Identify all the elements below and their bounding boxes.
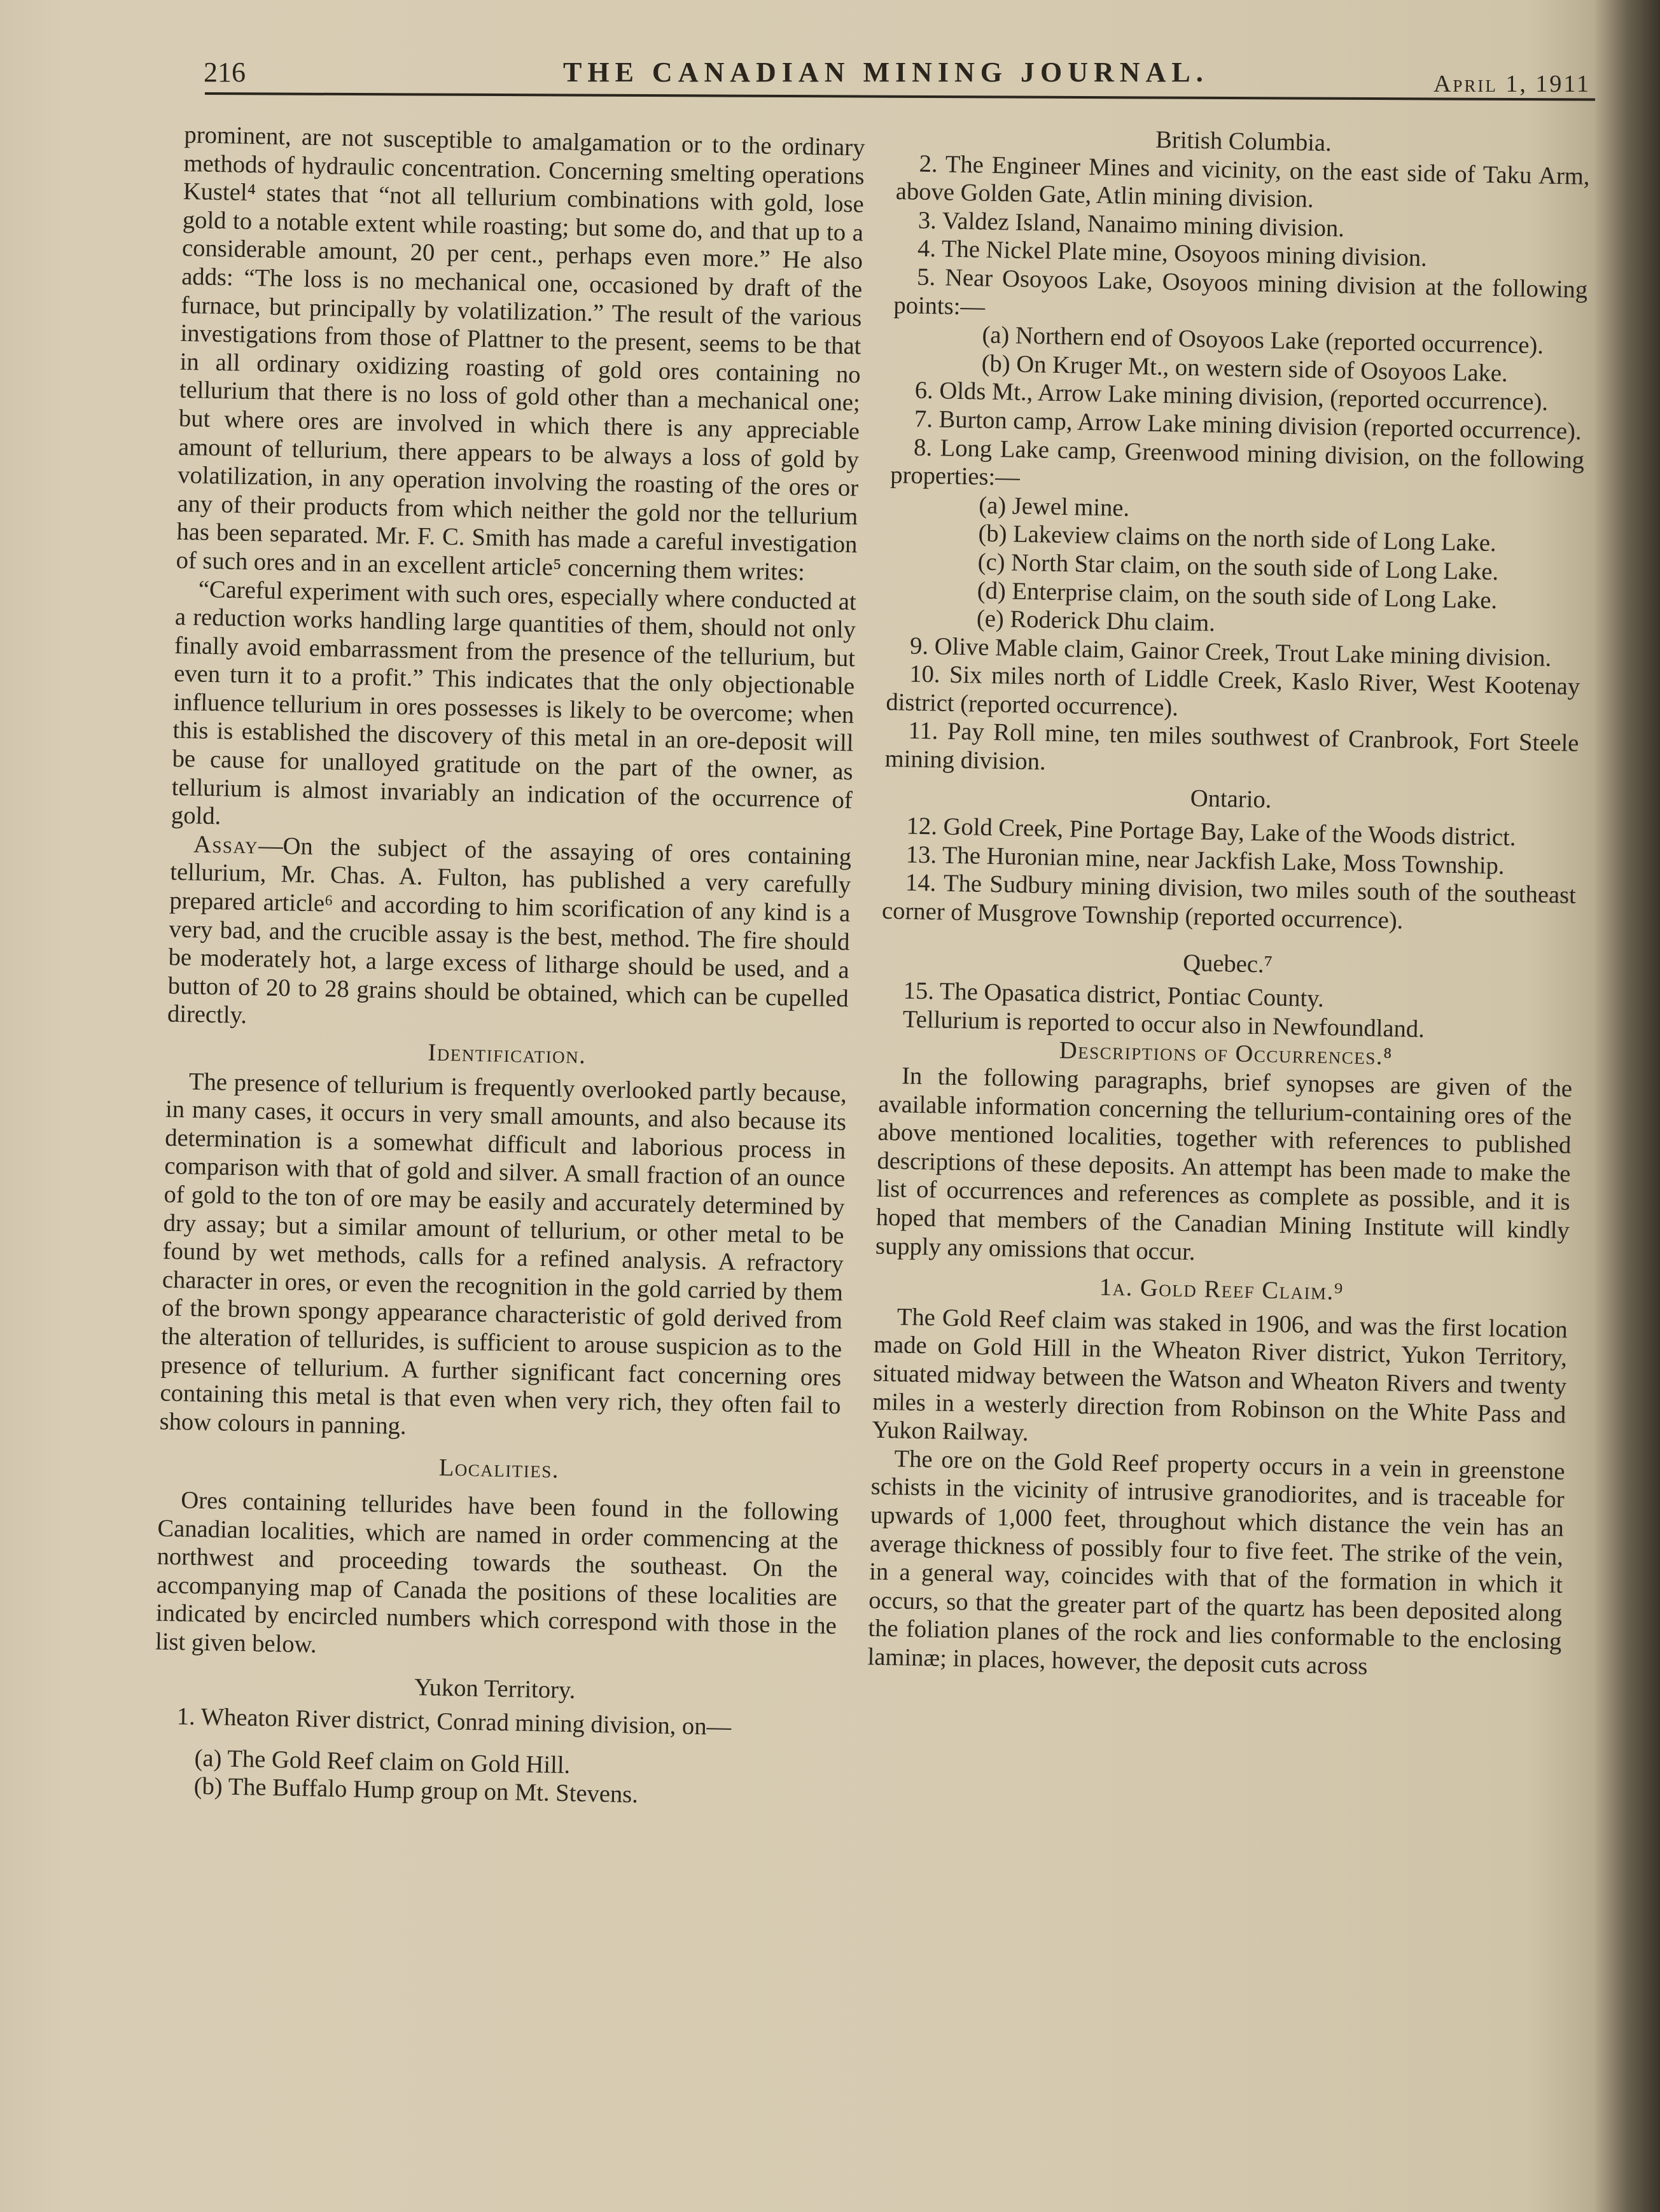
paragraph-assay: [167, 830, 852, 1042]
list-item-1: 1. Wheaton River district, Conrad mining division, on—: [176, 1703, 732, 1741]
paragraph-identification: The presence of tellurium is frequently overlooked partly because, in many cases, it occurs in very small amounts, and also because its determination is a somewhat difficult and laborious process in comparison with that of gold and silver. A small fraction of an ounce of gold to the ton of ore may be easily and accurately determined by dry assay; but a similar amount of tellurium, or other metal to be found by wet methods, calls for a refined analysis. A refractory character in ores, or even the recognition in the gold carried by them of the brown spongy appearance characteristic of gold derived from the alteration of tellurides, is sufficient to arouse suspicion as to the presence of tellurium. A further significant fact concerning ores containing this metal is that even when very rich, they often fail to show colours in panning.: [159, 1068, 847, 1440]
assay-text: —On the subject of the assaying of ores containing tellurium, Mr. Chas. A. Fulton, has published a very carefully prepared article⁶ and according to him scorification of any kind is a very bad, and the crucible assay is the best, method. The fire should be moderately hot, a large excess of litharge should be used, and a button of 20 to 28 grains should be obtained, which can be cupelled directly.: [167, 832, 852, 1029]
heading-gold-reef-claim: 1a. Gold Reef Claim.⁹: [1099, 1274, 1344, 1305]
paragraph-gold-reef-1: The Gold Reef claim was staked in 1906, and was the first location made on Gold Hill in the Wheaton River district, Yukon Territory, situated midway between the Watson and Wheaton Rivers and twenty miles in a westerly direction from Robinson on the White Pass and Yukon Railway.: [872, 1304, 1568, 1447]
list-item-5: 5. Near Osoyoos Lake, Osoyoos mining division at the following points:—: [893, 263, 1588, 321]
paragraph-descriptions: In the following paragraphs, brief synopses are given of the available information concerning the tellurium-containing ores of the above mentioned localities, together with references to published descriptions of these deposits. An attempt has been made to make the list of occurrences and references as complete as possible, and it is hoped that members of the Canadian Mining Institute will kindly supply any omissions that occur.: [875, 1062, 1573, 1265]
heading-quebec: Quebec.⁷: [1182, 949, 1273, 978]
issue-date: April 1, 1911: [1433, 71, 1591, 97]
list-item-13: 13. The Huronian mine, near Jackfish Lake, Moss Township.: [905, 841, 1505, 880]
left-column: [152, 121, 865, 1813]
heading-yukon: Yukon Territory.: [414, 1674, 576, 1704]
paragraph-quote: “Careful experiment with such ores, especially where conducted at a reduction works handling large quantities of them, should not only finally avoid embarrassment from the presence of the tellurium, but even turn it to a profit.” This indicates that the only objectionable influence tellurium in ores possesses is likely to be overcome; when this is established the discovery of this metal in an ore-deposit will be cause for unalloyed gratitude on the part of the owner, as tellurium is almost invariably an indication of the occurrence of gold.: [171, 576, 857, 830]
list-item-4: 4. The Nickel Plate mine, Osoyoos mining division.: [917, 235, 1428, 272]
paragraph-gold-reef-2: The ore on the Gold Reef property occurs in a vein in greenstone schists in the vicinity of intrusive granodiorites, and is traceable for upwards of 1,000 feet, throughout which distance the vein has an average thickness of possibly four to five feet. The strike of the vein, in a general way, coincides with that of the formation in which it occurs, so that the greater part of the quartz has been deposited along the foliation planes of the rock and lies conformable to the enclosing laminæ; in places, however, the deposit cuts across: [867, 1445, 1565, 1680]
heading-british-columbia: British Columbia.: [1155, 126, 1332, 157]
list-item-11: 11. Pay Roll mine, ten miles southwest of Cranbrook, Fort Steele mining division.: [884, 717, 1579, 776]
list-item-1a: (a) The Gold Reef claim on Gold Hill.: [194, 1744, 571, 1779]
list-item-5b: (b) On Kruger Mt., on western side of Osoyoos Lake.: [981, 350, 1509, 387]
list-item-8e: (e) Roderick Dhu claim.: [976, 605, 1216, 637]
paragraph-newfoundland: Tellurium is reported to occur also in Newfoundland.: [902, 1006, 1425, 1043]
heading-identification: Identification.: [428, 1039, 587, 1069]
list-item-8b: (b) Lakeview claims on the north side of Long Lake.: [978, 520, 1496, 557]
heading-descriptions: Descriptions of Occurrences.⁸: [1059, 1037, 1393, 1071]
list-item-5a: (a) Northern end of Osoyoos Lake (reported occurrence).: [982, 321, 1544, 359]
heading-localities: Localities.: [438, 1454, 560, 1484]
paragraph-intro: prominent, are not susceptible to amalgamation or to the ordinary methods of hydraulic concentration. Concerning smelting operations Kustel⁴ states that “not all tellurium combinations with gold, lose gold to a notable extent while roasting; but some do, and that up to a considerable amount, 20 per cent., perhaps even more.” He also adds: “The loss is no mechanical one, occasioned by draft of the furnace, but principally by volatilization.” The result of the various investigations from those of Plattner to the present, seems to be that in all ordinary oxidizing roasting of gold ores containing no tellurium that there is no loss of gold other than a mechanical one; but where ores are involved in which there is any appreciable amount of tellurium, there appears to be always a loss of gold by volatilization, in any operation involving the roasting of the ores or any of their products from which neither the gold nor the tellurium has been separated. Mr. F. C. Smith has made a careful investigation of such ores and in an excellent article⁵ concerning them writes:: [176, 121, 865, 586]
assay-label: Assay: [193, 831, 259, 859]
list-item-8d: (d) Enterprise claim, on the south side of Long Lake.: [977, 577, 1498, 614]
journal-title: THE CANADIAN MINING JOURNAL.: [563, 57, 1209, 88]
page-number: 216: [204, 57, 246, 88]
list-item-14: 14. The Sudbury mining division, two miles south of the southeast corner of Musgrove Township (reported occurrence).: [881, 869, 1577, 935]
heading-ontario: Ontario.: [1190, 784, 1272, 814]
list-item-3: 3. Valdez Island, Nanaimo mining division.: [917, 207, 1345, 242]
right-column: [867, 121, 1591, 1685]
list-item-12: 12. Gold Creek, Pine Portage Bay, Lake of the Woods district.: [906, 812, 1516, 852]
list-item-8c: (c) North Star claim, on the south side of Long Lake.: [977, 548, 1499, 586]
list-item-10: 10. Six miles north of Liddle Creek, Kaslo River, West Kootenay district (reported occurrence).: [886, 660, 1580, 721]
list-item-1b: (b) The Buffalo Hump group on Mt. Stevens.: [193, 1773, 639, 1809]
list-item-7: 7. Burton camp, Arrow Lake mining division (reported occurrence).: [914, 405, 1582, 445]
list-item-8a: (a) Jewel mine.: [979, 492, 1130, 522]
list-item-6: 6. Olds Mt., Arrow Lake mining division, (reported occurrence).: [914, 377, 1549, 417]
list-item-9: 9. Olive Mable claim, Gainor Creek, Trout Lake mining division.: [909, 632, 1552, 672]
paragraph-localities: Ores containing tellurides have been found in the following Canadian localities, which are named in order commencing at the northwest and proceeding towards the southeast. On the accompanying map of Canada the positions of these localities are indicated by encircled numbers which correspond with those in the list given below.: [155, 1487, 839, 1659]
list-item-15: 15. The Opasatica district, Pontiac County.: [903, 977, 1325, 1013]
list-item-8: 8. Long Lake camp, Greenwood mining division, on the following properties:—: [889, 434, 1585, 491]
list-item-2: 2. The Engineer Mines and vicinity, on the east side of Taku Arm, above Golden Gate, Atlin mining division.: [895, 150, 1590, 213]
